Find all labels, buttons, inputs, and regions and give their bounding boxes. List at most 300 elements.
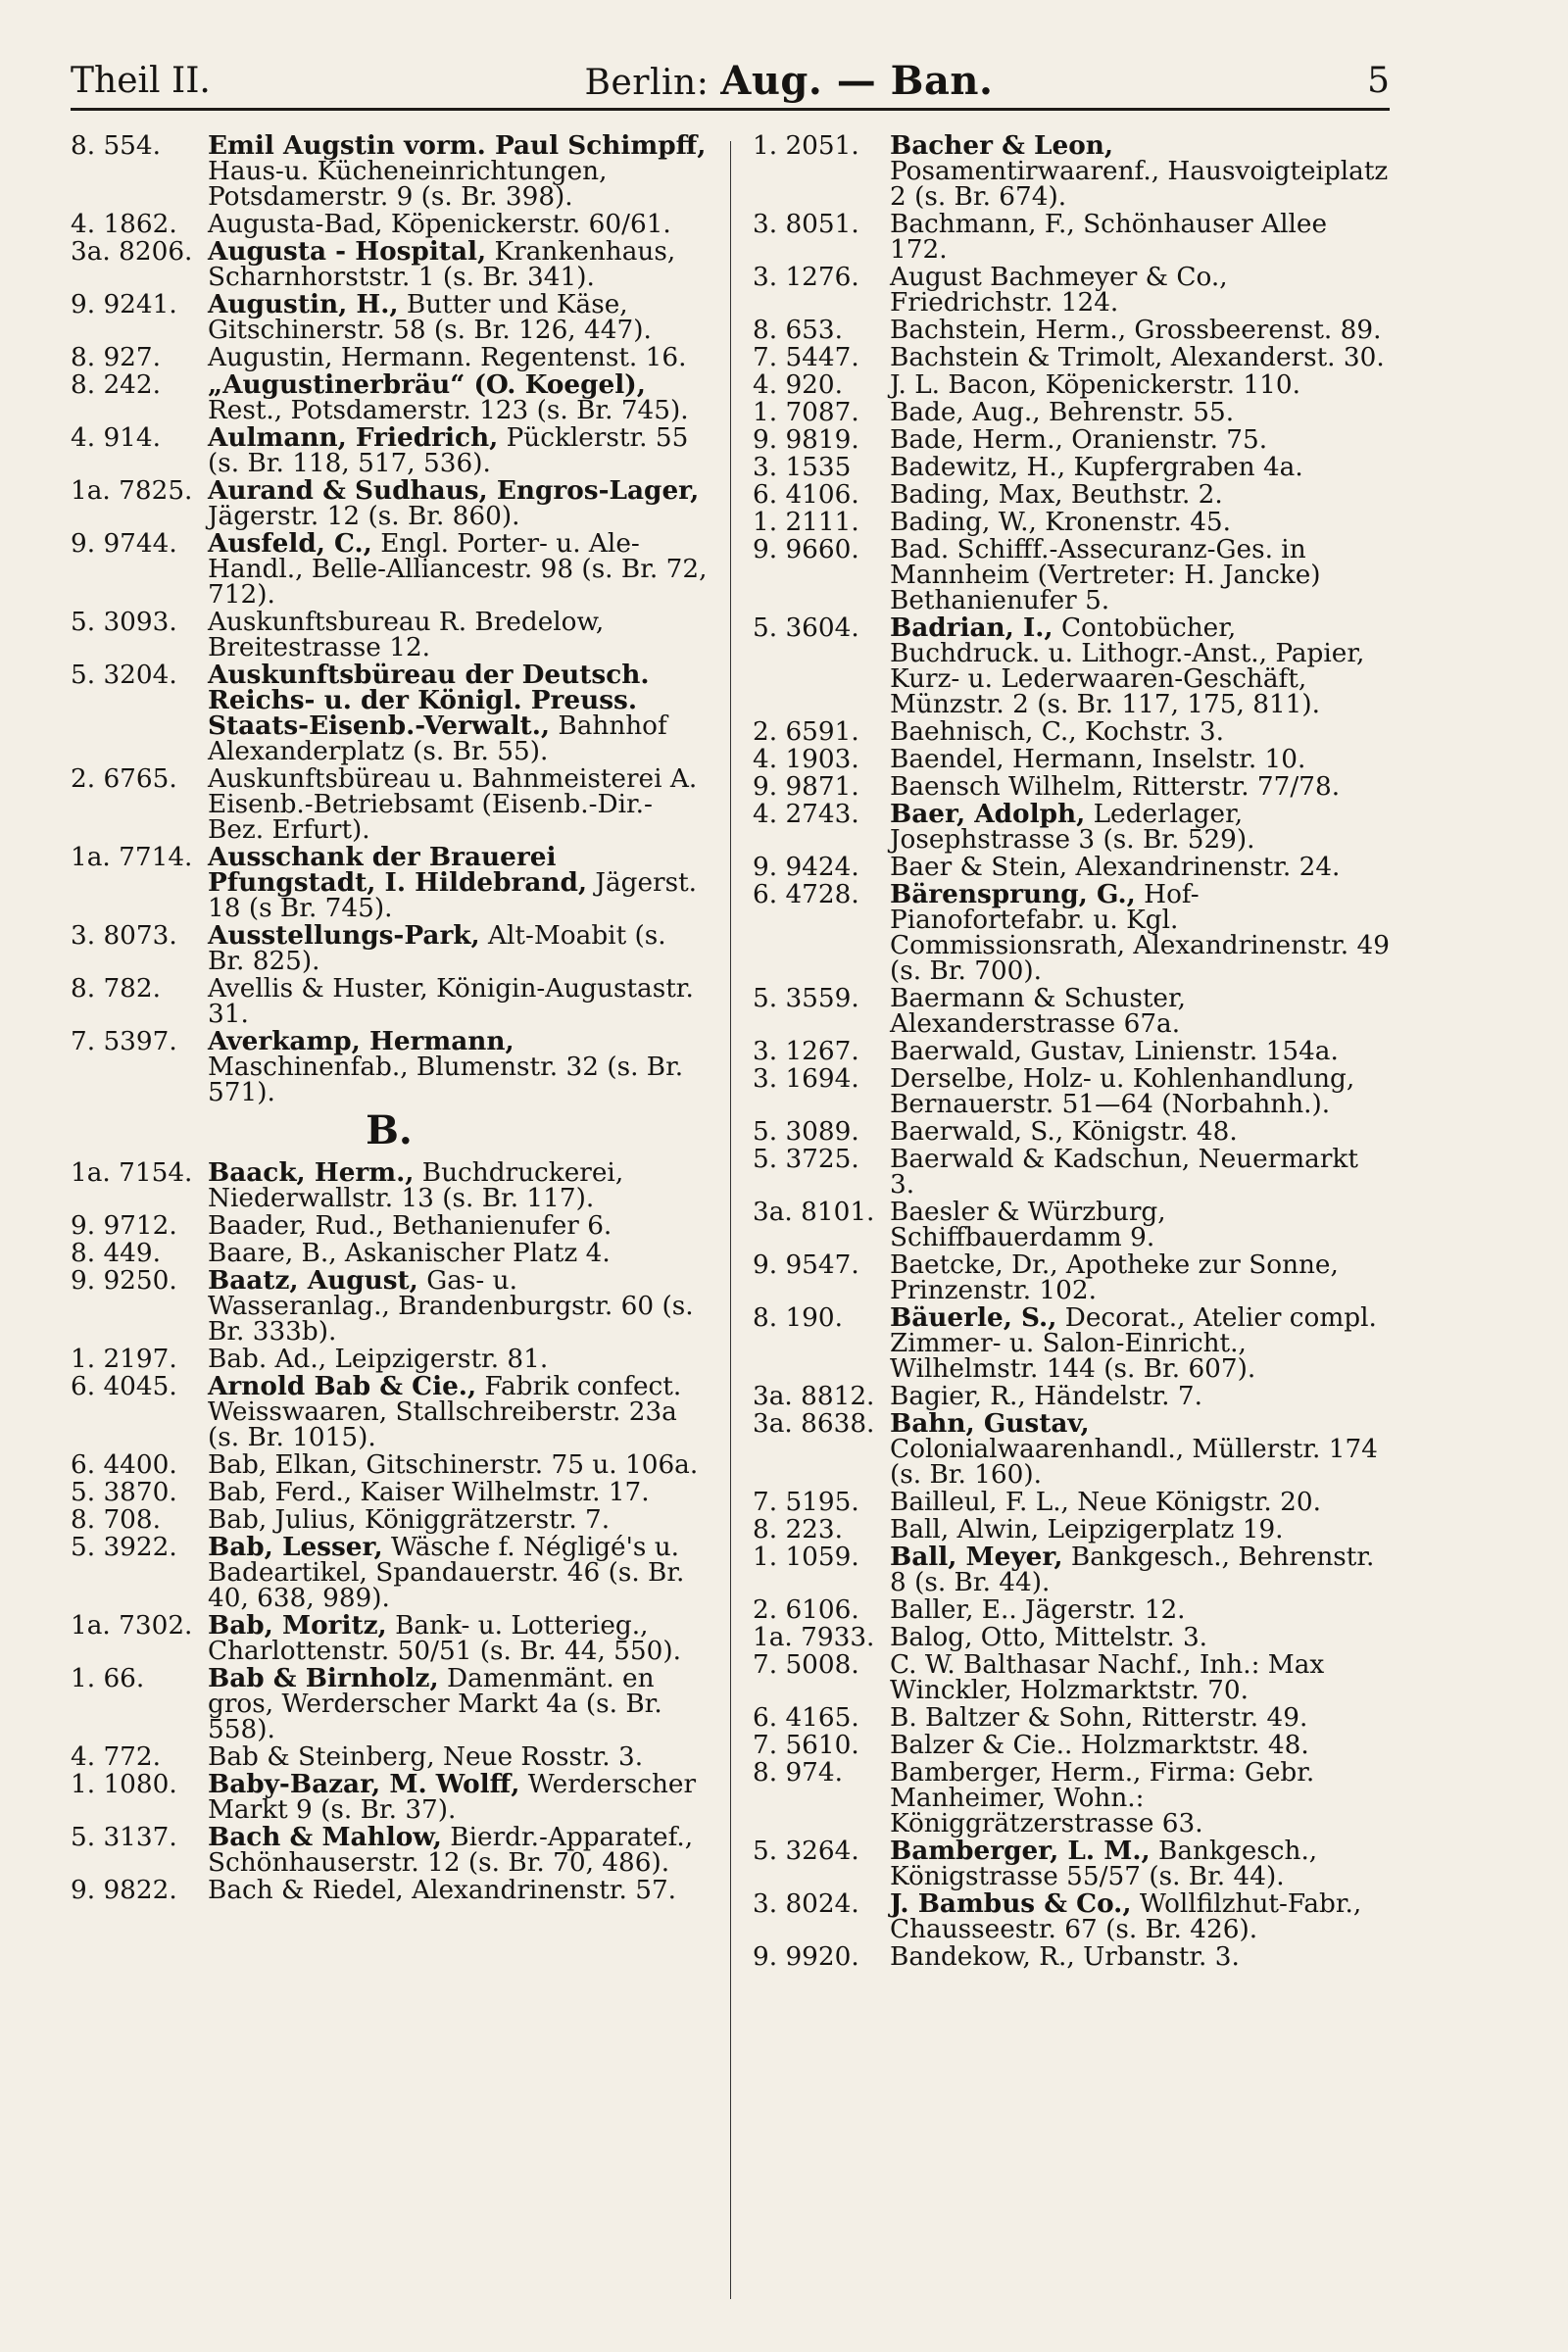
entry-details: Rest., Potsdamerstr. 123 (s. Br. 745). [208,396,689,425]
entry-body [208,1478,650,1507]
entry-number: 3. 1694. [753,1064,859,1094]
entry-number: 8. 927. [71,343,162,372]
entry-number: 1. 2197. [71,1345,177,1374]
entry-details: Bading, W., Kronenstr. 45. [890,508,1232,537]
directory-entry [753,1760,1390,1837]
entry-details: Decorat., Atelier compl. Zimmer- u. Salon-Einricht., Wilhelmstr. 144 (s. Br. 607). [890,1303,1377,1384]
entry-name: Baer, Adolph, [890,799,1086,829]
entry-name: „Augustinerbräu“ (O. Koegel), [208,369,646,400]
directory-entry [71,130,708,212]
entry-body [208,608,604,662]
directory-entry [753,1625,1390,1650]
entry-body [890,1837,1317,1891]
entry-details: Jägerst. 18 (s Br. 745). [208,868,698,923]
entry-number: 8. 974. [753,1758,844,1788]
entry-body [208,1211,612,1241]
entry-number: 7. 5447. [753,343,859,372]
entry-body [208,1266,694,1347]
entry-details: Bamberger, Herm., Firma: Gebr. Manheimer, Wohn.: Königgrätzerstrasse 63. [890,1758,1315,1838]
entry-name: Baby-Bazar, M. Wolff, [208,1769,520,1799]
entry-number: 1. 66. [71,1664,145,1693]
directory-entry [753,1066,1390,1117]
entry-body [890,398,1234,427]
directory-entry [753,537,1390,613]
entry-number: 3a. 8812. [753,1382,875,1411]
page-number: 5 [1367,60,1390,101]
directory-entry [753,719,1390,745]
entry-number: 1. 2111. [753,508,859,537]
directory-entry [71,1480,708,1505]
entry-body [890,1889,1361,1944]
entry-details: Bab, Julius, Königgrätzerstr. 7. [208,1505,611,1535]
entry-details: Damenmänt. en gros, Werderscher Markt 4a (s. Br. 558). [208,1664,662,1744]
entry-details: Bade, Aug., Behrenstr. 55. [890,398,1235,427]
entry-number: 5. 3093. [71,608,177,637]
entry-number: 3. 8073. [71,921,177,951]
entry-details: Bachstein & Trimolt, Alexanderst. 30. [890,343,1385,372]
entry-number: 9. 9871. [753,772,859,802]
entry-number: 3. 1267. [753,1037,859,1066]
entry-details: Auskunftsbureau R. Bredelow, Breitestrasse 12. [208,608,605,662]
entry-body [208,921,666,976]
entry-body [890,210,1327,265]
directory-columns [71,130,1390,2328]
entry-body [890,1623,1207,1652]
entry-name: Bach & Mahlow, [208,1822,442,1852]
entry-body [890,1758,1314,1838]
entry-body [890,800,1255,855]
entry-body [890,263,1228,318]
entry-number: 7. 5610. [753,1731,859,1760]
entry-name: J. Bambus & Co., [890,1888,1132,1919]
entry-details: Augustin, Hermann. Regentenst. 16. [208,343,687,372]
directory-entry [71,1265,708,1347]
directory-entry [753,1838,1390,1889]
entry-details: Baader, Rud., Bethanienufer 6. [208,1211,612,1241]
directory-entry [71,1026,708,1107]
entry-details: Werderscher Markt 9 (s. Br. 37). [208,1770,697,1825]
entry-number: 2. 6591. [753,717,859,747]
entry-details: Augusta-Bad, Köpenickerstr. 60/61. [208,210,671,239]
entry-details: Wollfilzhut-Fabr., Chausseestr. 67 (s. Br. 426). [890,1889,1362,1944]
entry-name: Bab, Lesser, [208,1532,383,1562]
entry-number: 4. 1862. [71,210,177,239]
entry-number: 3. 1535 [753,453,852,482]
entry-number: 3a. 8638. [753,1409,875,1439]
directory-entry [753,345,1390,370]
entry-name: Bäuerle, S., [890,1302,1057,1333]
entry-details: C. W. Balthasar Nachf., Inh.: Max Winckler, Holzmarktstr. 70. [890,1650,1325,1705]
entry-body [890,1198,1166,1252]
directory-entry [71,842,708,923]
entry-body [890,535,1321,615]
entry-number: 1a. 7302. [71,1611,193,1641]
entry-number: 9. 9712. [71,1211,177,1241]
entry-number: 6. 4106. [753,480,859,510]
directory-entry [753,482,1390,508]
entry-body [208,843,697,923]
entries-a-section [71,130,708,1107]
entry-name: Ausfeld, C., [208,528,372,559]
directory-entry [753,1652,1390,1703]
entry-body [890,1942,1240,1972]
entry-body [208,1505,610,1535]
entry-body [890,1064,1354,1119]
entry-name: Baatz, August, [208,1265,418,1296]
entry-details: Bierdr.-Apparatef., Schönhauserstr. 12 (s. Br. 70, 486). [208,1823,694,1878]
entry-number: 1. 1059. [753,1543,859,1572]
entry-details: Baehnisch, C., Kochstr. 3. [890,717,1224,747]
directory-entry [753,1200,1390,1250]
entry-details: Maschinenfab., Blumenstr. 32 (s. Br. 571). [208,1053,684,1107]
directory-entry [71,1452,708,1478]
entry-number: 3. 8051. [753,210,859,239]
entry-number: 5. 3604. [753,613,859,643]
directory-entry [71,976,708,1027]
directory-entry [71,369,708,425]
entry-name: Aulmann, Friedrich, [208,422,499,453]
entry-body [208,1027,683,1107]
entry-details: Colonialwaarenhandl., Müllerstr. 174 (s. Br. 160). [890,1435,1378,1490]
entry-details: Baensch Wilhelm, Ritterstr. 77/78. [890,772,1341,802]
entry-body [208,764,697,845]
entry-name: Ball, Meyer, [890,1542,1063,1572]
entry-name: Bab, Moritz, [208,1610,387,1641]
entries-right-section [753,130,1390,1972]
entry-body [890,343,1385,372]
entry-number: 2. 6765. [71,764,177,794]
directory-entry [753,612,1390,719]
entry-body [890,480,1223,510]
entry-details: Baermann & Schuster, Alexanderstrasse 67a. [890,984,1187,1039]
entry-number: 9. 9424. [753,853,859,882]
entry-body [890,1117,1238,1147]
entry-number: 8. 782. [71,974,162,1004]
directory-entry [753,1039,1390,1064]
directory-entry [71,610,708,661]
entries-b-section [71,1157,708,1905]
entry-details: Haus-u. Kücheneinrichtungen, Potsdamerstr. 9 (s. Br. 398). [208,157,608,212]
directory-entry [753,1544,1390,1595]
entry-number: 9. 9241. [71,290,177,319]
entry-number: 3a. 8206. [71,237,193,267]
entry-number: 6. 4400. [71,1450,177,1480]
entry-details: Avellis & Huster, Königin-Augustastr. 31. [208,974,694,1029]
directory-entry [71,1371,708,1452]
entry-number: 3a. 8101. [753,1198,875,1227]
directory-entry [753,1733,1390,1758]
directory-entry [753,212,1390,263]
entry-body [208,290,652,345]
entry-number: 5. 3089. [753,1117,859,1147]
directory-entry [71,345,708,370]
entry-details: Bailleul, F. L., Neue Königstr. 20. [890,1488,1321,1517]
directory-entry [753,1119,1390,1145]
entry-body [890,880,1390,986]
city-label: Berlin: [584,62,710,103]
directory-entry [753,1944,1390,1970]
entry-body [208,974,694,1029]
entry-number: 7. 5195. [753,1488,859,1517]
entry-name: Emil Augstin vorm. Paul Schimpff, [208,130,707,161]
directory-entry [71,528,708,610]
directory-entry [753,1147,1390,1198]
entry-number: 9. 9920. [753,1942,859,1972]
entry-number: 8. 653. [753,316,844,345]
directory-entry [753,400,1390,425]
entry-name: Aurand & Sudhaus, Engros-Lager, [208,475,700,506]
directory-entry [71,236,708,292]
entry-body [208,237,675,292]
entry-body [208,1345,548,1374]
entry-details: Bagier, R., Händelstr. 7. [890,1382,1202,1411]
entry-details: Baller, E.. Jägerstr. 12. [890,1595,1186,1625]
entry-body [890,717,1224,747]
entry-details: Butter und Käse, Gitschinerstr. 58 (s. Br. 126, 447). [208,290,652,345]
entry-name: Bärensprung, G., [890,879,1136,909]
directory-entry [753,986,1390,1037]
entry-details: Baetcke, Dr., Apotheke zur Sonne, Prinzenstr. 102. [890,1250,1339,1305]
entry-details: Engl. Porter- u. Ale-Handl., Belle-Alliancestr. 98 (s. Br. 72, 712). [208,529,708,610]
directory-entry [753,455,1390,480]
entry-number: 5. 3559. [753,984,859,1013]
directory-entry [71,1610,708,1666]
directory-entry [753,510,1390,535]
entry-number: 9. 9819. [753,425,859,455]
entry-body [208,1742,643,1772]
entry-name: Arnold Bab & Cie., [208,1371,477,1401]
entry-details: Bank- u. Lotterieg., Charlottenstr. 50/51 (s. Br. 44, 550). [208,1611,681,1666]
entry-details: Balzer & Cie.. Holzmarktstr. 48. [890,1731,1309,1760]
entry-body [890,1515,1284,1544]
directory-entry [753,427,1390,453]
directory-entry [71,1347,708,1372]
entry-body [208,1450,698,1480]
entry-body [208,1823,693,1878]
entry-name: Badrian, I., [890,612,1054,643]
directory-entry [753,318,1390,343]
entry-details: Bab, Elkan, Gitschinerstr. 75 u. 106a. [208,1450,699,1480]
directory-entry [71,289,708,345]
left-column [71,130,708,1905]
entry-number: 2. 6106. [753,1595,859,1625]
entry-body [208,370,689,425]
entry-number: 9. 9547. [753,1250,859,1280]
entry-body [208,1664,662,1744]
entry-number: 9. 9744. [71,529,177,559]
running-title [585,58,994,104]
entry-number: 7. 5008. [753,1650,859,1680]
entry-details: Hof-Pianofortefabr. u. Kgl. Commissionsrath, Alexandrinenstr. 49 (s. Br. 700). [890,880,1390,986]
entry-body [890,425,1267,455]
entry-details: Contobücher, Buchdruck. u. Lithogr.-Anst., Papier, Kurz- u. Lederwaaren-Geschäft, Münzstr. 2 (s. Br. 117, 175, 811). [890,613,1365,719]
right-column [753,130,1390,1972]
entry-number: 1a. 7825. [71,476,193,506]
directory-entry [71,766,708,843]
entry-number: 9. 9822. [71,1876,177,1905]
entry-number: 3. 1276. [753,263,859,292]
entry-body [890,1145,1358,1200]
directory-entry [71,422,708,478]
directory-entry [71,1878,708,1903]
directory-entry [753,1384,1390,1409]
entry-number: 4. 914. [71,423,162,453]
entry-body [890,1731,1309,1760]
entry-details: August Bachmeyer & Co., Friedrichstr. 124. [890,263,1228,318]
entry-number: 5. 3922. [71,1533,177,1562]
entry-details: Bach & Riedel, Alexandrinenstr. 57. [208,1876,677,1905]
entry-body [890,613,1364,719]
directory-entry [753,1517,1390,1543]
entry-number: 1. 2051. [753,131,859,161]
entry-number: 8. 190. [753,1303,844,1333]
entry-details: Baare, B., Askanischer Platz 4. [208,1239,611,1268]
entry-number: 4. 1903. [753,745,859,774]
entry-details: Baer & Stein, Alexandrinenstr. 24. [890,853,1341,882]
directory-entry [71,212,708,237]
entry-details: Bab, Ferd., Kaiser Wilhelmstr. 17. [208,1478,650,1507]
entry-body [890,1650,1324,1705]
directory-entry [753,799,1390,855]
directory-entry [71,1213,708,1239]
entry-details: Bading, Max, Beuthstr. 2. [890,480,1223,510]
directory-entry [71,1532,708,1613]
entry-body [890,131,1388,212]
entry-details: Bade, Herm., Oranienstr. 75. [890,425,1268,455]
directory-entry [753,774,1390,800]
directory-entry [71,1822,708,1878]
entry-details: Fabrik confect. Weisswaaren, Stallschreiberstr. 23a (s. Br. 1015). [208,1372,682,1452]
entry-details: Baesler & Würzburg, Schiffbauerdamm 9. [890,1198,1166,1252]
entry-body [208,1158,623,1213]
entry-details: Posamentirwaarenf., Hausvoigteiplatz 2 (s. Br. 674). [890,157,1389,212]
directory-entry [753,1302,1390,1384]
entry-details: Buchdruckerei, Niederwallstr. 13 (s. Br. 117). [208,1158,624,1213]
entry-details: Pücklerstr. 55 (s. Br. 118, 517, 536). [208,423,689,478]
entry-name: Ausstellungs-Park, [208,920,480,951]
entry-number: 1. 1080. [71,1770,177,1799]
entry-number: 3. 8024. [753,1889,859,1919]
entry-details: Bandekow, R., Urbanstr. 3. [890,1942,1240,1972]
entry-number: 8. 554. [71,131,162,161]
entry-details: Jägerstr. 12 (s. Br. 860). [208,502,520,531]
entry-details: Bab. Ad., Leipzigerstr. 81. [208,1345,549,1374]
entry-name: Bab & Birnholz, [208,1663,439,1693]
entry-details: Lederlager, Josephstrasse 3 (s. Br. 529). [890,800,1255,855]
entry-number: 5. 3870. [71,1478,177,1507]
entry-details: Bad. Schifff.-Assecuranz-Ges. in Mannheim (Vertreter: H. Jancke) Bethanienufer 5. [890,535,1321,615]
directory-entry [753,1705,1390,1731]
entry-details: J. L. Bacon, Köpenickerstr. 110. [890,370,1300,400]
entry-name: Bamberger, L. M., [890,1836,1151,1866]
entry-number: 8. 449. [71,1239,162,1268]
range-label: Aug. — Ban. [720,57,994,104]
directory-entry [753,855,1390,880]
directory-entry [71,1744,708,1770]
entry-body [890,772,1340,802]
page-header [71,53,1390,111]
entry-number: 5. 3264. [753,1837,859,1866]
entry-body [208,423,688,478]
section-letter: B. [366,1107,413,1153]
entry-body [890,1303,1377,1384]
entry-number: 4. 2743. [753,800,859,829]
entry-body [208,529,707,610]
entry-details: Wäsche f. Négligé's u. Badeartikel, Spandauerstr. 46 (s. Br. 40, 638, 989). [208,1533,685,1613]
directory-entry [753,1490,1390,1515]
entry-name: Augusta - Hospital, [208,236,487,267]
entry-body [208,661,667,766]
directory-entry [71,1507,708,1533]
entry-details: Bab & Steinberg, Neue Rosstr. 3. [208,1742,644,1772]
entry-details: Bankgesch., Königstrasse 55/57 (s. Br. 44). [890,1837,1318,1891]
entry-name: Averkamp, Hermann, [208,1026,514,1056]
entry-body [890,745,1305,774]
entry-body [890,1703,1307,1733]
entry-details: Baerwald, Gustav, Linienstr. 154a. [890,1037,1339,1066]
entry-body [208,1611,681,1666]
entry-number: 9. 9660. [753,535,859,564]
entry-number: 6. 4165. [753,1703,859,1733]
entry-body [208,1372,681,1452]
directory-entry [71,1157,708,1213]
directory-entry [753,1408,1390,1490]
part-label: Theil II. [71,60,211,101]
entry-details: Badewitz, H., Kupfergraben 4a. [890,453,1303,482]
entry-number: 8. 242. [71,370,162,400]
entry-details: Baerwald & Kadschun, Neuermarkt 3. [890,1145,1358,1200]
entry-details: Balog, Otto, Mittelstr. 3. [890,1623,1208,1652]
entry-body [890,1382,1202,1411]
entry-body [208,343,686,372]
entry-name: Baack, Herm., [208,1157,415,1188]
directory-entry [753,130,1390,212]
entry-body [890,984,1186,1039]
entry-body [890,453,1303,482]
entry-body [208,1239,611,1268]
directory-entry [71,475,708,531]
entry-body [208,131,706,212]
entry-body [890,853,1340,882]
entry-details: Bachmann, F., Schönhauser Allee 172. [890,210,1328,265]
entry-details: Derselbe, Holz- u. Kohlenhandlung, Bernauerstr. 51—64 (Norbahnh.). [890,1064,1355,1119]
entry-body [208,476,699,531]
entry-body [208,1770,696,1825]
entry-details: Bankgesch., Behrenstr. 8 (s. Br. 44). [890,1543,1375,1597]
entry-number: 1a. 7714. [71,843,193,872]
entry-body [208,210,671,239]
entry-name: Auskunftsbüreau der Deutsch. Reichs- u. der Königl. Preuss. Staats-Eisenb.-Verwalt., [208,660,650,741]
entry-body [890,1543,1374,1597]
directory-entry [753,747,1390,772]
entry-name: Augustin, H., [208,289,399,319]
entry-number: 4. 772. [71,1742,162,1772]
entry-number: 5. 3725. [753,1145,859,1174]
entry-number: 6. 4728. [753,880,859,909]
entry-number: 8. 708. [71,1505,162,1535]
entry-body [890,1595,1186,1625]
entry-number: 1. 7087. [753,398,859,427]
entry-number: 6. 4045. [71,1372,177,1401]
entry-body [890,1488,1321,1517]
entry-body [890,1250,1339,1305]
entry-details: Alt-Moabit (s. Br. 825). [208,921,666,976]
entry-number: 1a. 7933. [753,1623,875,1652]
directory-entry [71,662,708,764]
column-divider [730,141,731,2299]
entry-body [890,1409,1378,1490]
entry-name: Bahn, Gustav, [890,1408,1090,1439]
